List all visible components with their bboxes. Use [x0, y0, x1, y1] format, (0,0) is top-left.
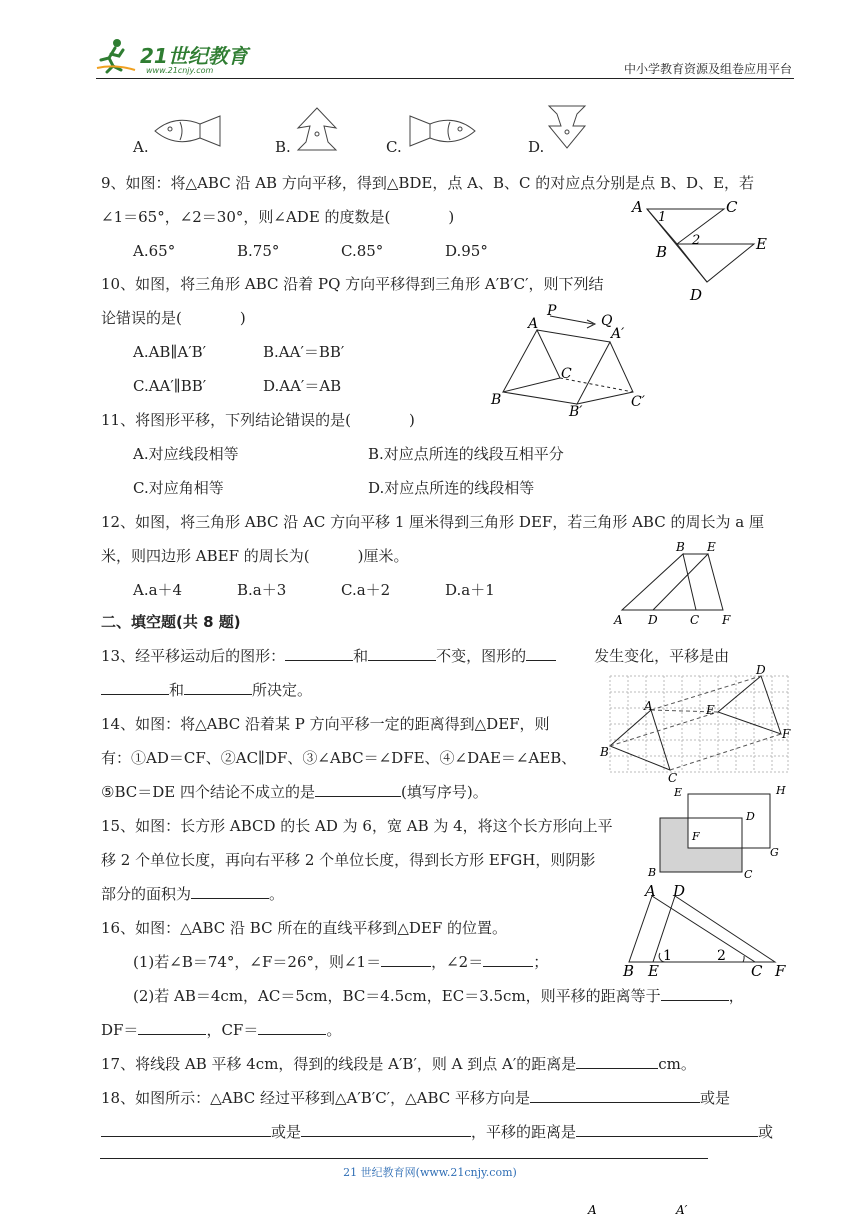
q16-line-4: [101, 1020, 341, 1040]
footer-rule: [100, 1158, 708, 1159]
q14-label-e: E: [706, 703, 715, 717]
q16-label-1: 1: [663, 948, 672, 964]
q14-text-3b: (填写序号)。: [400, 783, 488, 801]
q18-text-e: 或: [758, 1123, 774, 1141]
q10-stem-2: [101, 308, 246, 328]
q12-stem-2-text: 米，则四边形 ABEF 的周长为(: [101, 547, 310, 565]
q8-option-b: B.: [275, 138, 291, 156]
q16-text-4a: DF＝: [101, 1021, 139, 1039]
q9-figure: [622, 194, 782, 306]
q9-option-a: A.65°: [133, 242, 176, 260]
q10-option-d: D.AA′＝AB: [263, 377, 342, 395]
q14-figure: [598, 660, 798, 784]
q16-blank-angle-2[interactable]: [483, 952, 533, 967]
q18-text-c: 或是: [271, 1123, 302, 1141]
logo-main-text: 21世纪教育: [140, 44, 248, 68]
q11-option-d: D.对应点所连的线段相等: [368, 479, 535, 497]
q13-text-1: 13、经平移运动后的图形：: [101, 647, 286, 665]
q10-label-b: B: [491, 392, 502, 408]
q14-text-3a: ⑤BC＝DE 四个结论不成立的是: [101, 783, 315, 801]
q15-text-3b: 。: [269, 885, 285, 903]
q14-label-c: C: [668, 771, 678, 784]
fish-right-figure: [405, 112, 480, 150]
q15-label-g: G: [770, 846, 779, 859]
q16-blank-distance[interactable]: [661, 986, 729, 1001]
q16-text-2b: ，∠2＝: [431, 953, 484, 971]
q10-option-b: B.AA′＝BB′: [263, 343, 345, 361]
q12-stem-2-end: )厘米。: [357, 547, 409, 565]
q12-label-e: E: [707, 540, 716, 554]
q18-line-1: [101, 1088, 730, 1108]
q15-label-c: C: [744, 868, 753, 881]
q10-stem-2-end: ): [239, 309, 246, 327]
q9-stem-2-end: ): [448, 208, 455, 226]
logo-url: www.21cnjy.com: [146, 66, 214, 75]
q9-stem-1: 9、如图：将△ABC 沿 AB 方向平移，得到△BDE，点 A、B、C 的对应点分别是点 B、D、E，若: [101, 174, 755, 192]
q18-text-a: 18、如图所示：△ABC 经过平移到△A′B′C′，△ABC 平移方向是: [101, 1089, 531, 1107]
q16-line-3: [133, 986, 744, 1006]
q15-label-e: E: [674, 786, 683, 799]
q11-stem: [101, 410, 415, 430]
q16-blank-cf[interactable]: [258, 1020, 326, 1035]
q12-option-c: C.a＋2: [341, 581, 391, 599]
q14-label-f: F: [782, 727, 791, 741]
q15-blank[interactable]: [191, 884, 269, 899]
q11-stem-end: ): [408, 411, 415, 429]
q16-label-d: D: [673, 882, 686, 900]
q12-option-b: B.a＋3: [237, 581, 287, 599]
q15-label-f: F: [692, 830, 700, 843]
q14-blank[interactable]: [315, 782, 401, 797]
q18-text-b: 或是: [700, 1089, 731, 1107]
q11-option-a: A.对应线段相等: [133, 445, 239, 463]
q9-label-a: A: [632, 198, 643, 216]
q18-blank-3[interactable]: [301, 1122, 471, 1137]
q16-text-3a: (2)若 AB＝4cm，AC＝5cm，BC＝4.5cm，EC＝3.5cm，则平移的距离等于: [133, 987, 661, 1005]
q16-text-2c: ；: [533, 953, 549, 971]
q8-option-c: C.: [386, 138, 402, 156]
q9-label-e: E: [756, 235, 767, 253]
q13-blank-2[interactable]: [368, 646, 436, 661]
q15-line-2: 移 2 个单位长度，再向右平移 2 个单位长度，得到长方形 EFGH，则阴影: [101, 851, 596, 869]
q9-label-b: B: [656, 243, 668, 261]
q18-blank-1[interactable]: [530, 1088, 700, 1103]
q13-blank-4[interactable]: [101, 680, 169, 695]
q16-label-e: E: [648, 962, 659, 978]
q16-line-1: 16、如图：△ABC 沿 BC 所在的直线平移到△DEF 的位置。: [101, 919, 508, 937]
q14-line-1: 14、如图：将△ABC 沿着某 P 方向平移一定的距离得到△DEF，则: [101, 715, 550, 733]
q10-label-c: C: [561, 366, 572, 382]
q10-stem-2-text: 论错误的是(: [101, 309, 182, 327]
arrow-down-figure: [545, 104, 590, 152]
q14-line-3: [101, 782, 488, 802]
q14-line-2: 有：①AD＝CF、②AC∥DF、③∠ABC＝∠DFE、④∠DAE＝∠AEB、: [101, 749, 577, 767]
q13-text-4: 发生变化，平移是由: [594, 647, 730, 665]
q12-stem-1: 12、如图，将三角形 ABC 沿 AC 方向平移 1 厘米得到三角形 DEF，若三角形 ABC 的周长为 a 厘: [101, 513, 764, 531]
q18-text-d: ，平移的距离是: [471, 1123, 577, 1141]
q18-label-a: A: [588, 1203, 597, 1216]
q11-stem-text: 11、将图形平移，下列结论错误的是(: [101, 411, 351, 429]
q9-option-c: C.85°: [341, 242, 384, 260]
q18-figure-partial: [580, 1200, 700, 1216]
q15-label-h: H: [776, 784, 786, 797]
arrow-up-figure: [292, 106, 342, 154]
q16-blank-angle-1[interactable]: [381, 952, 431, 967]
q16-text-3b: ，: [728, 987, 744, 1005]
q15-line-1: 15、如图：长方形 ABCD 的长 AD 为 6，宽 AB 为 4，将这个长方形向上平: [101, 817, 613, 835]
q11-option-b: B.对应点所连的线段互相平分: [368, 445, 564, 463]
q14-label-b: B: [600, 745, 609, 759]
q11-option-c: C.对应角相等: [133, 479, 224, 497]
q18-line-2: [101, 1122, 773, 1142]
q16-label-b: B: [623, 962, 635, 978]
q10-option-a: A.AB∥A′B′: [133, 343, 207, 361]
q17-text-b: cm。: [658, 1055, 696, 1073]
q9-label-c: C: [726, 198, 738, 216]
q16-figure: [615, 882, 795, 978]
q10-label-a: A: [528, 316, 539, 332]
q12-option-d: D.a＋1: [445, 581, 495, 599]
q16-line-2: [133, 952, 548, 972]
q14-label-a: A: [644, 699, 653, 713]
q12-label-b: B: [676, 540, 685, 554]
q9-label-2: 2: [692, 233, 701, 248]
q16-label-c: C: [751, 962, 763, 978]
q16-text-4c: 。: [326, 1021, 342, 1039]
q12-label-d: D: [648, 613, 658, 627]
platform-name: 中小学教育资源及组卷应用平台: [623, 62, 792, 76]
q16-text-4b: ，CF＝: [206, 1021, 259, 1039]
q12-label-f: F: [722, 613, 731, 627]
section-2-title: 二、填空题(共 8 题): [101, 613, 241, 631]
q17-blank[interactable]: [576, 1054, 658, 1069]
q13-text-6: 所决定。: [252, 681, 313, 699]
q9-label-1: 1: [658, 210, 667, 225]
header-rule: [96, 78, 794, 79]
fish-left-figure: [150, 112, 225, 150]
q12-figure: [608, 536, 748, 628]
q15-line-3: [101, 884, 284, 904]
q10-stem-1: 10、如图，将三角形 ABC 沿着 PQ 方向平移得到三角形 A′B′C′，则下列结: [101, 275, 604, 293]
q17-text-a: 17、将线段 AB 平移 4cm，得到的线段是 A′B′，则 A 到点 A′的距离是: [101, 1055, 577, 1073]
q9-stem-2: [101, 207, 454, 227]
footer-text: 21 世纪教育网(www.21cnjy.com): [343, 1166, 517, 1179]
q16-label-a: A: [645, 882, 656, 900]
q16-label-2: 2: [717, 948, 726, 964]
q15-figure: [640, 782, 790, 882]
q8-option-d: D.: [528, 138, 545, 156]
q14-label-d: D: [756, 663, 766, 677]
q9-label-d: D: [690, 286, 703, 304]
q12-label-a: A: [614, 613, 623, 627]
q13-text-3: 不变，图形的: [436, 647, 527, 665]
q10-label-q: Q: [601, 313, 613, 329]
q8-option-a: A.: [133, 138, 149, 156]
q16-blank-df[interactable]: [138, 1020, 206, 1035]
q13-text-2: 和: [353, 647, 369, 665]
q12-stem-2: [101, 546, 408, 566]
q13-text-5: 和: [169, 681, 185, 699]
q15-label-b: B: [648, 866, 657, 879]
q18-blank-2[interactable]: [101, 1122, 271, 1137]
q9-option-d: D.95°: [445, 242, 488, 260]
q10-figure: [485, 300, 655, 418]
q13-blank-5[interactable]: [184, 680, 252, 695]
q13-line-2: [101, 680, 312, 700]
q10-label-b-prime: B′: [569, 404, 583, 418]
q12-option-a: A.a＋4: [133, 581, 183, 599]
q13-blank-3[interactable]: [526, 646, 556, 661]
q15-text-3a: 部分的面积为: [101, 885, 192, 903]
q13-blank-1[interactable]: [285, 646, 353, 661]
q9-option-b: B.75°: [237, 242, 280, 260]
q15-label-d: D: [746, 810, 755, 823]
q18-label-a-prime: A′: [676, 1203, 688, 1216]
q10-label-c-prime: C′: [631, 394, 645, 410]
q12-label-c: C: [690, 613, 700, 627]
q10-label-p: P: [547, 303, 557, 319]
q18-blank-4[interactable]: [576, 1122, 758, 1137]
q16-text-2a: (1)若∠B＝74°，∠F＝26°，则∠1＝: [133, 953, 382, 971]
q10-option-c: C.AA′∥BB′: [133, 377, 207, 395]
q9-stem-2-text: ∠1＝65°，∠2＝30°，则∠ADE 的度数是(: [101, 208, 391, 226]
q16-label-f: F: [775, 962, 786, 978]
question-17: [101, 1054, 696, 1074]
q10-label-a-prime: A′: [611, 326, 625, 342]
